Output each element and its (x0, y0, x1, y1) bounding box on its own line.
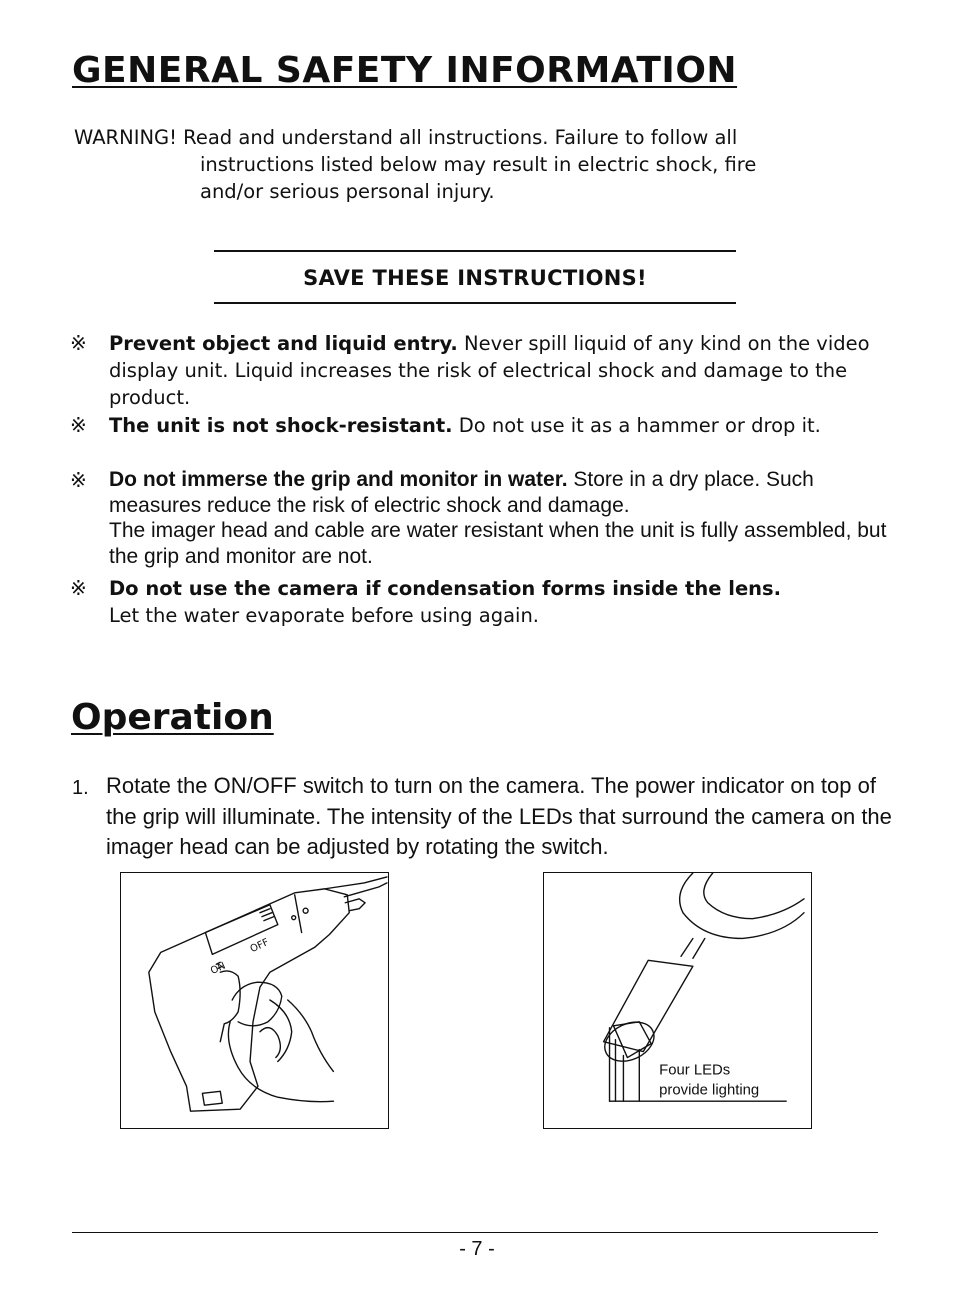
bullet-bold: Do not immerse the grip and monitor in water. (109, 468, 568, 491)
bullet-text: Do not use it as a hammer or drop it. (452, 414, 821, 437)
page-number: - 7 - (459, 1238, 495, 1260)
bullet-text: Let the water evaporate before using again. (109, 604, 539, 627)
bullet-item (70, 575, 890, 629)
bullet-mark: ※ (70, 576, 87, 600)
bullet-body (109, 412, 890, 439)
step-number: 1. (72, 777, 89, 799)
bullet-item (70, 412, 890, 439)
page-title: GENERAL SAFETY INFORMATION (72, 50, 738, 91)
operation-heading: Operation (71, 697, 274, 738)
bullet-mark: ※ (70, 468, 87, 492)
figure-imager-head (543, 872, 812, 1129)
warning-paragraph (74, 124, 874, 205)
bullet-text: Store in a dry place. Such measures reduce the risk of electric shock and damage. (109, 468, 814, 517)
bullet-body (109, 330, 890, 411)
save-instructions-heading: SAVE THESE INSTRUCTIONS! (303, 266, 647, 290)
bullet-text-2: The imager head and cable are water resistant when the unit is fully assembled, but the grip and monitor are not. (109, 519, 887, 568)
bullet-item (70, 467, 890, 569)
warning-label: WARNING! (74, 126, 177, 149)
bullet-text: Never spill liquid of any kind on the video display unit. Liquid increases the risk of electrical shock and damage to the product. (109, 332, 870, 409)
step-text: Rotate the ON/OFF switch to turn on the camera. The power indicator on top of the grip will illuminate. The intensity of the LEDs that surround the camera on the imager head can be adjusted by rotating the switch. (106, 773, 892, 859)
grip-illustration (121, 873, 388, 1128)
bullet-body (109, 575, 890, 629)
leds-caption-line-1: Four LEDs (659, 1062, 731, 1079)
bullet-mark: ※ (70, 413, 87, 437)
bullet-item (70, 330, 890, 411)
save-rule-top (214, 250, 736, 252)
step-item (72, 771, 892, 863)
warning-line-3: and/or serious personal injury. (200, 180, 495, 203)
bullet-body (109, 467, 890, 569)
imager-head-illustration (544, 873, 811, 1128)
off-label: OFF (248, 937, 271, 956)
bullet-bold: Do not use the camera if condensation forms inside the lens. (109, 577, 782, 600)
figure-grip-switch (120, 872, 389, 1129)
bullet-mark: ※ (70, 331, 87, 355)
warning-line-2: instructions listed below may result in electric shock, fire (200, 153, 757, 176)
on-label: ON (208, 960, 228, 977)
bullet-bold: The unit is not shock-resistant. (109, 414, 453, 437)
leds-caption-line-2: provide lighting (659, 1082, 760, 1099)
bullet-bold: Prevent object and liquid entry. (109, 332, 458, 355)
footer-rule (72, 1232, 878, 1233)
warning-line-1: Read and understand all instructions. Failure to follow all (183, 126, 738, 149)
save-rule-bottom (214, 302, 736, 304)
